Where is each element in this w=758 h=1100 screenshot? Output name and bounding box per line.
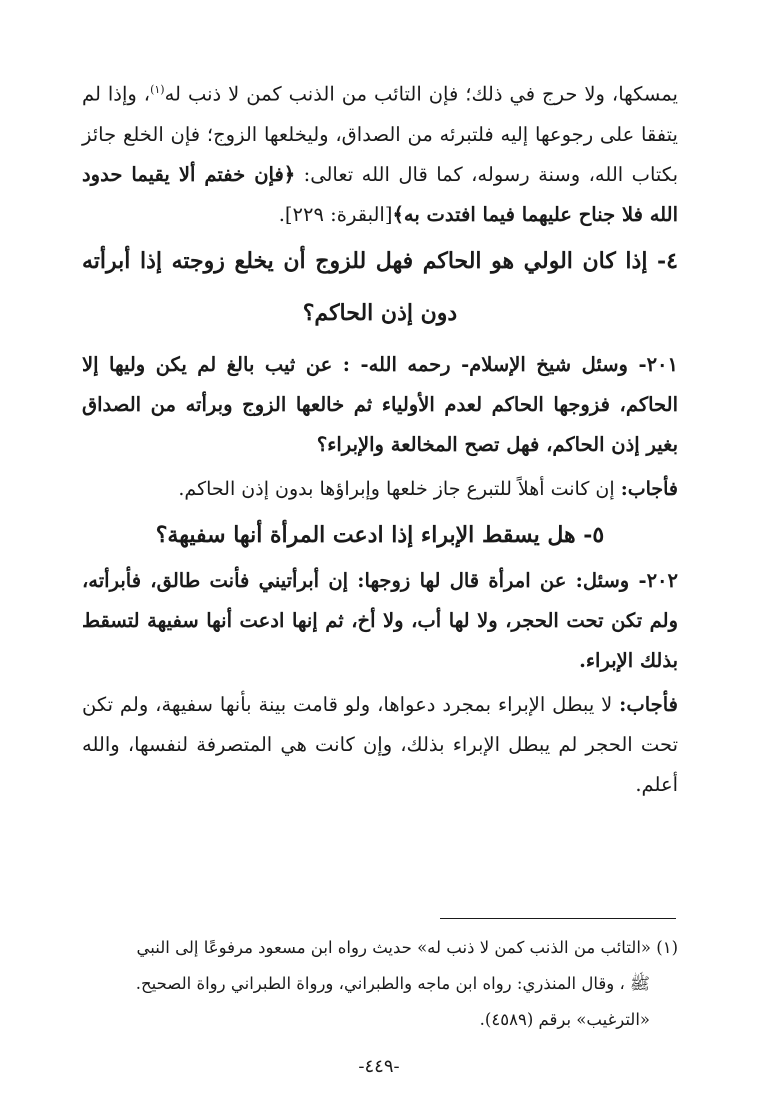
intro-text-before: يمسكها، ولا حرج في ذلك؛ فإن التائب من الذنب كمن لا ذنب له (164, 82, 678, 106)
section-heading-4: ٤- إذا كان الولي هو الحاكم فهل للزوج أن يخلع زوجته إذا أبرأته دون إذن الحاكم؟ (82, 247, 678, 326)
footnote-line-3: «الترغيب» برقم (٤٥٨٩). (479, 1010, 650, 1029)
footnote-line-2: ﷺ ، وقال المنذري: رواه ابن ماجه والطبراني، ورواة الطبراني رواة الصحيح. (135, 974, 650, 993)
page-body (82, 70, 678, 805)
answer-202 (82, 685, 678, 805)
verse-reference: [البقرة: ٢٢٩]. (278, 202, 393, 226)
answer-201 (82, 469, 678, 509)
intro-paragraph (82, 70, 678, 235)
question-text: وسئل شيخ الإسلام- رحمه الله- : عن ثيب بالغ لم يكن وليها إلا الحاكم، فزوجها الحاكم لعدم الأولياء ثم خالعها الزوج وبرأته من الصداق بغير إذن الحاكم، فهل تصح المخالعة والإبراء؟ (82, 352, 678, 456)
section-heading-5: ٥- هل يسقط الإبراء إذا ادعت المرأة أنها سفيهة؟ (155, 521, 605, 548)
quran-verse: ﴿فإن خفتم ألا يقيما حدود الله فلا جناح عليهما فيما افتدت به﴾ (82, 162, 678, 226)
answer-text: لا يبطل الإبراء بمجرد دعواها، ولو قامت بينة بأنها سفيهة، ولم تكن تحت الحجر لم يبطل الإبراء بذلك، وإن كانت هي المتصرفة لنفسها، والله أعلم. (82, 692, 678, 796)
footnote-marker: (١) (150, 83, 165, 96)
question-202 (82, 561, 678, 681)
page-number: -٤٤٩- (358, 1056, 400, 1077)
question-201 (82, 345, 678, 465)
question-number: ٢٠٢- (638, 568, 678, 592)
question-text: وسئل: عن امرأة قال لها زوجها: إن أبرأتيني فأنت طالق، فأبرأته، ولم تكن تحت الحجر، ولا لها أب، ولا أخ، ثم إنها ادعت أنها سفيهة لتسقط بذلك الإبراء. (82, 568, 678, 672)
answer-label: فأجاب: (620, 477, 678, 500)
question-number: ٢٠١- (638, 352, 678, 376)
footnotes (82, 930, 678, 1038)
answer-text: إن كانت أهلاً للتبرع جاز خلعها وإبراؤها بدون إذن الحاكم. (178, 477, 621, 500)
footnote-line-1: (١) «التائب من الذنب كمن لا ذنب له» حديث رواه ابن مسعود مرفوعًا إلى النبي (136, 938, 678, 957)
answer-label: فأجاب: (619, 692, 678, 716)
intro-text-after: ، وإذا لم يتفقا على رجوعها إليه فلتبرئه من الصداق، وليخلعها الزوج؛ فإن الخلع جائز بكتاب الله، وسنة رسوله، كما قال الله تعالى: (82, 82, 678, 186)
footnote-divider (440, 918, 676, 919)
